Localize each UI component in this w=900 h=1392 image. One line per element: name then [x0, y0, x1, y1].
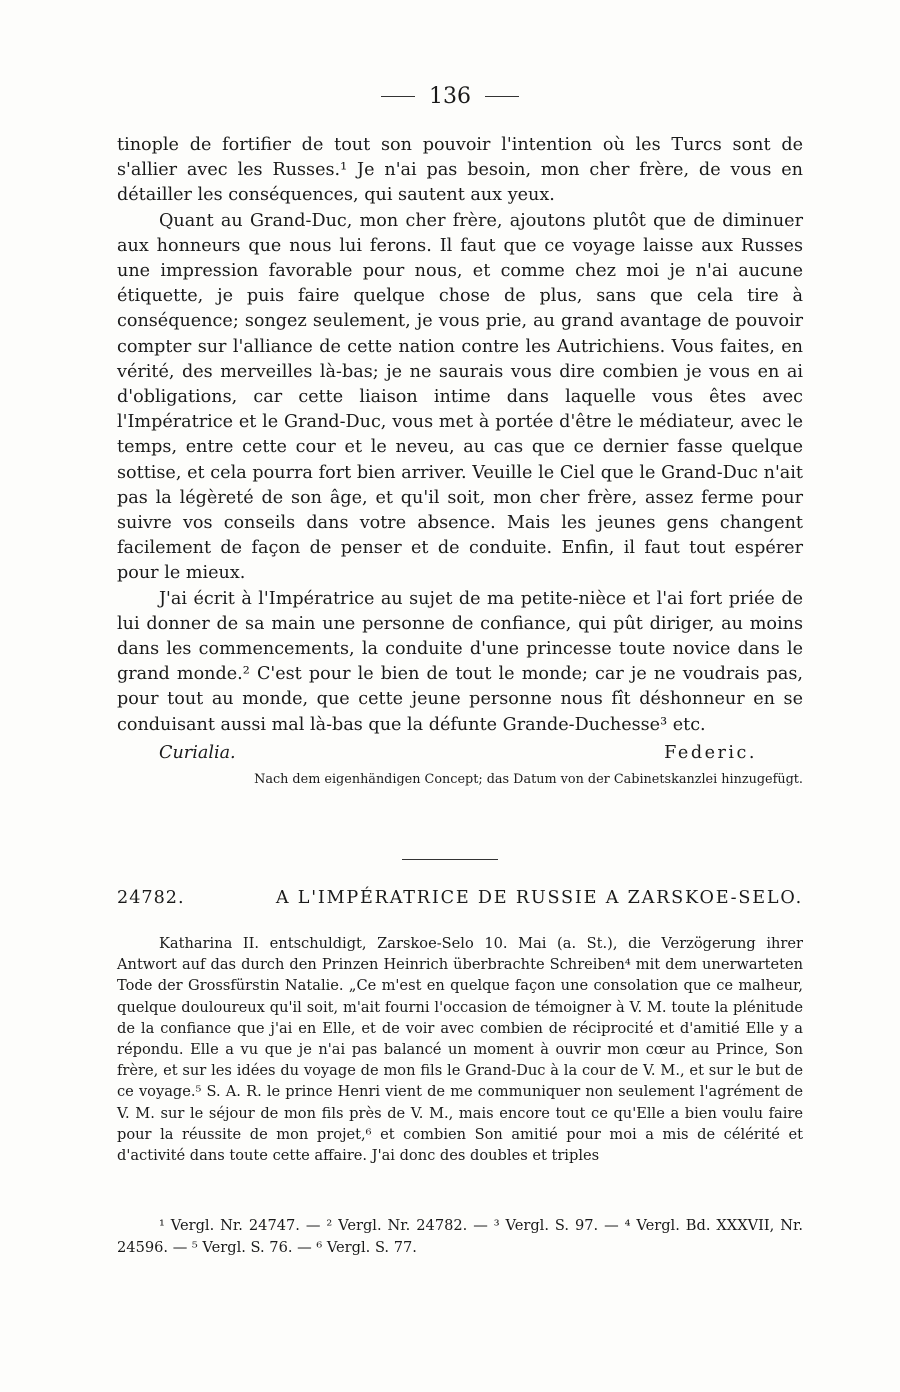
- footnote-text: ¹ Vergl. Nr. 24747. — ² Vergl. Nr. 24782. — ³ Vergl. S. 97. — ⁴ Vergl. Bd. XXXVII, Nr. 24596. — ⁵ Vergl. S. 76. — ⁶ Vergl. S. 77.: [117, 1217, 803, 1256]
- letter-paragraph-3: J'ai écrit à l'Impératrice au sujet de ma petite-nièce et l'ai fort priée de lui donner de sa main une personne de confiance, qui pût diriger, au moins dans les commencements, la conduite d'une princesse toute novice dans le grand monde.² C'est pour le bien de tout le monde; car je ne voudrais pas, pour tout au monde, que cette jeune personne nous fît déshonneur en se conduisant aussi mal là-bas que la défunte Grande-Duchesse³ etc.: [117, 588, 803, 735]
- signature: Federic.: [664, 742, 757, 763]
- header-rule-right: [485, 96, 519, 97]
- header-rule-left: [381, 96, 415, 97]
- letter-body: [117, 133, 803, 790]
- document-title: A L'IMPÉRATRICE DE RUSSIE A ZARSKOE-SELO.: [275, 888, 803, 908]
- section-divider: [402, 859, 498, 860]
- closing-formula: Curialia.: [159, 742, 236, 763]
- summary-paragraph: Katharina II. entschuldigt, Zarskoe-Selo 10. Mai (a. St.), die Verzögerung ihrer Antwort auf das durch den Prinzen Heinrich überbrachte Schreiben⁴ mit dem unerwarteten Tode der Grossfürstin Natalie. „Ce m'est en quelque façon une consolation que ce malheur, quelque douloureux qu'il soit, m'ait fourni l'occasion de témoigner à V. M. toute la plénitude de la confiance que j'ai en Elle, et de voir avec combien de réciprocité et d'amitié Elle y a répondu. Elle a vu que je n'ai pas balancé un moment à ouvrir mon cœur au Prince, Son frère, et sur les idées du voyage de mon fils le Grand-Duc à la cour de V. M., et sur le but de ce voyage.⁵ S. A. R. le prince Henri vient de me communiquer non seulement l'agrément de V. M. sur le séjour de mon fils près de V. M., mais encore tout ce qu'Elle a bien voulu faire pour la réussite de mon projet,⁶ et combien Son amitié pour moi a mis de célérité et d'activité dans toute cette affaire. J'ai donc des doubles et triples: [117, 935, 803, 1165]
- footnotes: [117, 1215, 803, 1259]
- source-note: Nach dem eigenhändigen Concept; das Datum von der Cabinetskanzlei hinzugefügt.: [254, 771, 803, 787]
- page-number: 136: [429, 84, 471, 109]
- document-number: 24782.: [117, 888, 185, 908]
- document-summary: [117, 933, 803, 1166]
- page-header: [0, 84, 900, 109]
- letter-paragraph-2: Quant au Grand-Duc, mon cher frère, ajoutons plutôt que de diminuer aux honneurs que nous lui ferons. Il faut que ce voyage laisse aux Russes une impression favorable pour nous, et comme chez moi je n'ai aucune étiquette, je puis faire quelque chose de plus, sans que cela tire à conséquence; songez seulement, je vous prie, au grand avantage de pouvoir compter sur l'alliance de cette nation contre les Autrichiens. Vous faites, en vérité, des merveilles là-bas; je ne saurais vous dire combien je vous en ai d'obligations, car cette liaison intime dans laquelle vous êtes avec l'Impératrice et le Grand-Duc, vous met à portée d'être le médiateur, avec le temps, entre cette cour et le neveu, au cas que ce dernier fasse quelque sottise, et cela pourra fort bien arriver. Veuille le Ciel que le Grand-Duc n'ait pas la légèreté de son âge, et qu'il soit, mon cher frère, assez ferme pour suivre vos conseils dans votre absence. Mais les jeunes gens changent facilement de façon de penser et de conduite. Enfin, il faut tout espérer pour le mieux.: [117, 210, 803, 584]
- document-heading: [117, 888, 803, 908]
- closing-line: [117, 740, 803, 766]
- letter-paragraph-1: tinople de fortifier de tout son pouvoir l'intention où les Turcs sont de s'allier avec les Russes.¹ Je n'ai pas besoin, mon cher frère, de vous en détailler les conséquences, qui sautent aux yeux.: [117, 135, 803, 206]
